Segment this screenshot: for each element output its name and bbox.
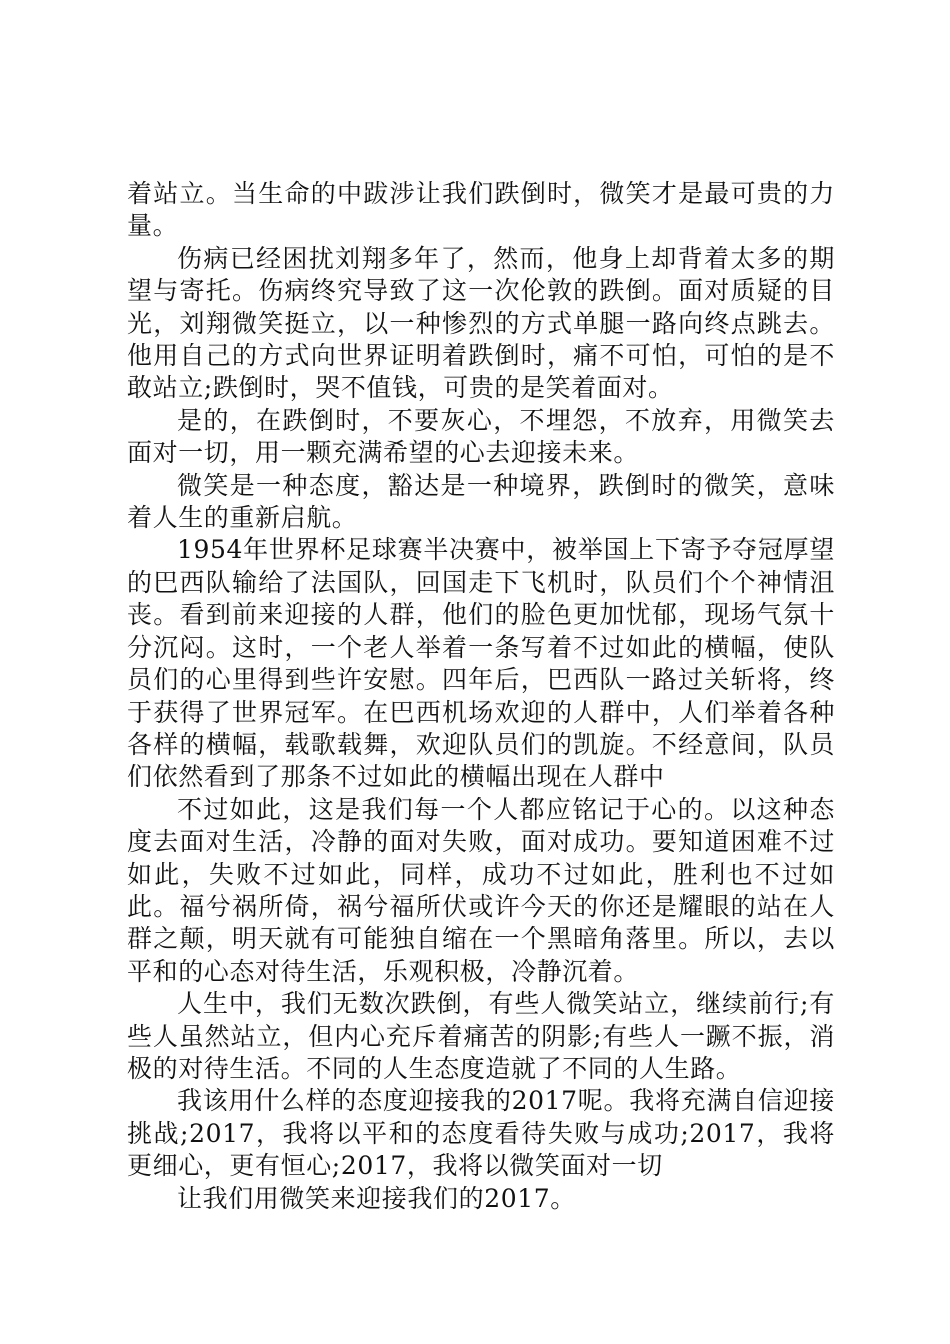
paragraph-3: 是的，在跌倒时，不要灰心，不埋怨，不放弃，用微笑去面对一切，用一颗充满希望的心去迎接未来。 — [127, 405, 835, 468]
paragraph-9: 让我们用微笑来迎接我们的2017。 — [177, 1183, 576, 1213]
paragraph-4: 微笑是一种态度，豁达是一种境界，跌倒时的微笑，意味着人生的重新启航。 — [127, 470, 835, 533]
document-body — [127, 178, 835, 1215]
paragraph-8: 我该用什么样的态度迎接我的2017呢。我将充满自信迎接挑战;2017，我将以平和的态度看待失败与成功;2017，我将更细心，更有恒心;2017，我将以微笑面对一切 — [127, 1086, 835, 1181]
paragraph-5: 1954年世界杯足球赛半决赛中，被举国上下寄予夺冠厚望的巴西队输给了法国队，回国走下飞机时，队员们个个神情沮丧。看到前来迎接的人群，他们的脸色更加忧郁，现场气氛十分沉闷。这时，一个老人举着一条写着不过如此的横幅，使队员们的心里得到些许安慰。四年后，巴西队一路过关斩将，终于获得了世界冠军。在巴西机场欢迎的人群中，人们举着各种各样的横幅，载歌载舞，欢迎队员们的凯旋。不经意间，队员们依然看到了那条不过如此的横幅出现在人群中 — [127, 535, 835, 792]
paragraph-1: 着站立。当生命的中跋涉让我们跌倒时，微笑才是最可贵的力量。 — [127, 179, 835, 241]
paragraph-7: 人生中，我们无数次跌倒，有些人微笑站立，继续前行;有些人虽然站立，但内心充斥着痛苦的阴影;有些人一蹶不振，消极的对待生活。不同的人生态度造就了不同的人生路。 — [127, 989, 835, 1083]
paragraph-6: 不过如此，这是我们每一个人都应铭记于心的。以这种态度去面对生活，冷静的面对失败，面对成功。要知道困难不过如此，失败不过如此，同样，成功不过如此，胜利也不过如此。福兮祸所倚，祸兮福所伏或许今天的你还是耀眼的站在人群之颠，明天就有可能独自缩在一个黑暗角落里。所以，去以平和的心态对待生活，乐观积极，冷静沉着。 — [127, 794, 835, 986]
paragraph-2: 伤病已经困扰刘翔多年了，然而，他身上却背着太多的期望与寄托。伤病终究导致了这一次伦敦的跌倒。面对质疑的目光，刘翔微笑挺立，以一种惨烈的方式单腿一路向终点跳去。他用自己的方式向世界证明着跌倒时，痛不可怕，可怕的是不敢站立;跌倒时，哭不值钱，可贵的是笑着面对。 — [127, 243, 835, 403]
